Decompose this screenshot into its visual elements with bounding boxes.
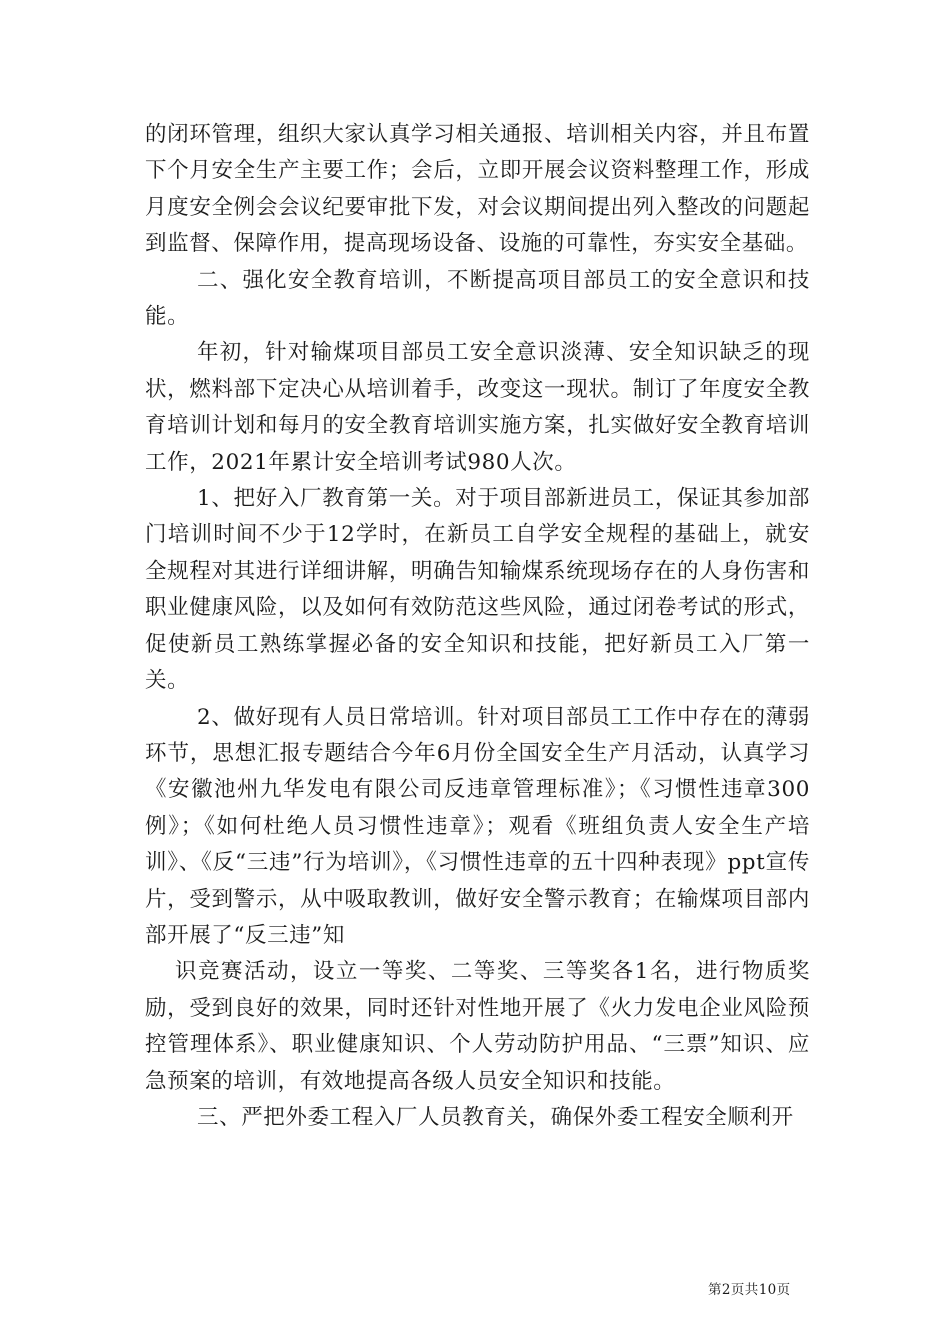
paragraph-knowledge-contest: 识竞赛活动，设立一等奖、二等奖、三等奖各1名，进行物质奖励，受到良好的效果，同时还针对性地开展了《火力发电企业风险预控管理体系》、职业健康知识、个人劳动防护用品、“三票”知识、应急预案的培训，有效地提高各级人员安全知识和技能。: [145, 959, 810, 1094]
paragraph-meeting-management: 的闭环管理，组织大家认真学习相关通报、培训相关内容，并且布置下个月安全生产主要工作；会后，立即开展会议资料整理工作，形成月度安全例会会议纪要审批下发，对会议期间提出列入整改的问题起到监督、保障作用，提高现场设备、设施的可靠性，夯实安全基础。: [145, 122, 810, 257]
page-number: 第2页共10页: [708, 1282, 791, 1298]
paragraph-entry-education: 1、把好入厂教育第一关。对于项目部新进员工，保证其参加部门培训时间不少于12学时，在新员工自学安全规程的基础上，就安全规程对其进行详细讲解，明确告知输煤系统现场存在的人身伤害和职业健康风险，以及如何有效防范这些风险，通过闭卷考试的形式，促使新员工熟练掌握必备的安全知识和技能，把好新员工入厂第一关。: [145, 486, 810, 694]
section-heading-outsourced-projects: 三、严把外委工程入厂人员教育关，确保外委工程安全顺利开: [197, 1104, 794, 1130]
section-heading-safety-training: 二、强化安全教育培训，不断提高项目部员工的安全意识和技能。: [145, 267, 810, 330]
document-body: [145, 117, 810, 1136]
paragraph-annual-training-plan: 年初，针对输煤项目部员工安全意识淡薄、安全知识缺乏的现状，燃料部下定决心从培训着手，改变这一现状。制订了年度安全教育培训计划和每月的安全教育培训实施方案，扎实做好安全教育培训工作，2021年累计安全培训考试980人次。: [145, 340, 810, 475]
paragraph-daily-training: 2、做好现有人员日常培训。针对项目部员工工作中存在的薄弱环节，思想汇报专题结合今年6月份全国安全生产月活动，认真学习《安徽池州九华发电有限公司反违章管理标准》；《习惯性违章300例》；《如何杜绝人员习惯性违章》；观看《班组负责人安全生产培训》、《反“三违”行为培训》，《习惯性违章的五十四种表现》ppt宣传片，受到警示，从中吸取教训，做好安全警示教育；在输煤项目部内部开展了“反三违”知: [145, 704, 810, 948]
